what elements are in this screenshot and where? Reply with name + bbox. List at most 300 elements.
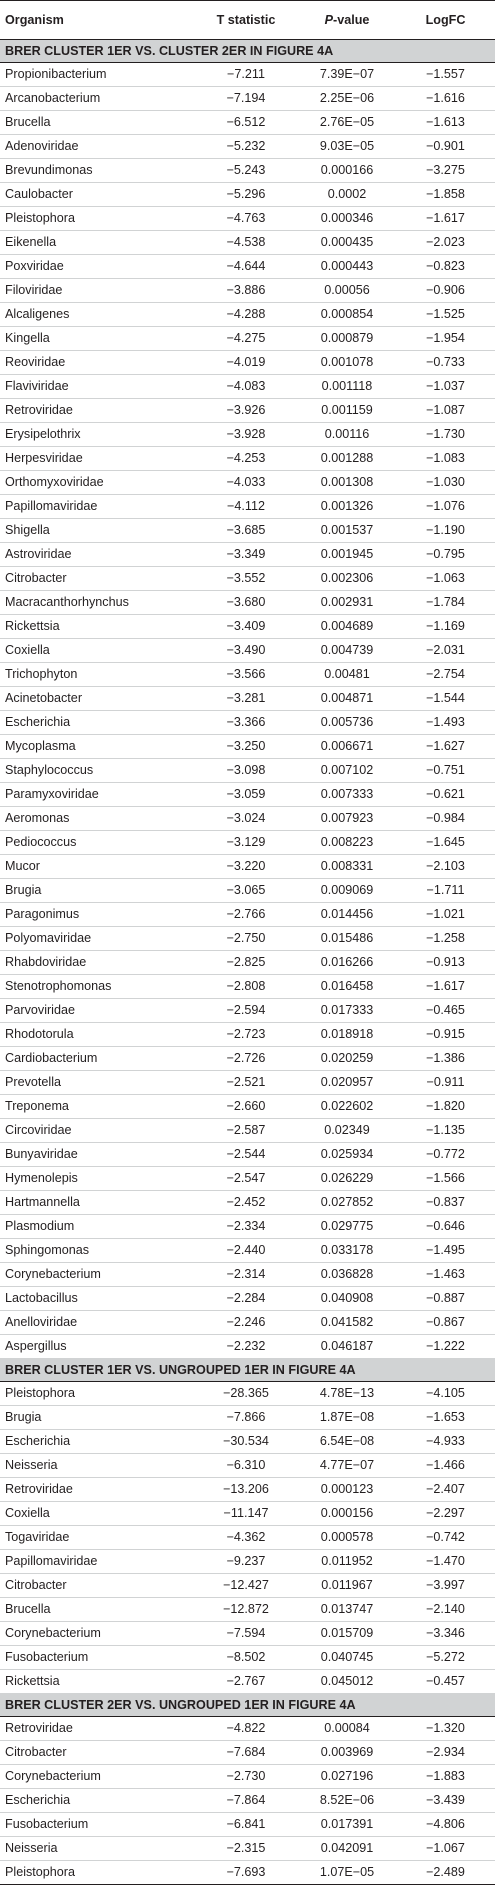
table-row (0, 1023, 495, 1047)
cell-p-value: 0.040908 (298, 1287, 396, 1311)
cell-p-value: 0.000166 (298, 159, 396, 183)
cell-logfc: −0.823 (396, 255, 495, 279)
cell-organism: Aspergillus (0, 1335, 194, 1359)
cell-t-statistic: −4.362 (194, 1526, 298, 1550)
cell-p-value: 9.03E−05 (298, 135, 396, 159)
cell-organism: Rickettsia (0, 615, 194, 639)
cell-organism: Togaviridae (0, 1526, 194, 1550)
table-row (0, 279, 495, 303)
table-row (0, 903, 495, 927)
cell-logfc: −4.105 (396, 1382, 495, 1406)
cell-organism: Caulobacter (0, 183, 194, 207)
table-row (0, 831, 495, 855)
cell-organism: Astroviridae (0, 543, 194, 567)
cell-p-value: 0.007102 (298, 759, 396, 783)
table-row (0, 567, 495, 591)
cell-p-value: 0.025934 (298, 1143, 396, 1167)
cell-t-statistic: −4.763 (194, 207, 298, 231)
cell-p-value: 0.0002 (298, 183, 396, 207)
cell-logfc: −1.083 (396, 447, 495, 471)
cell-logfc: −1.617 (396, 975, 495, 999)
cell-organism: Coxiella (0, 1502, 194, 1526)
cell-organism: Alcaligenes (0, 303, 194, 327)
table-row (0, 63, 495, 87)
cell-p-value: 0.000435 (298, 231, 396, 255)
cell-organism: Hartmannella (0, 1191, 194, 1215)
cell-t-statistic: −5.243 (194, 159, 298, 183)
cell-t-statistic: −4.253 (194, 447, 298, 471)
cell-organism: Macracanthorhynchus (0, 591, 194, 615)
cell-t-statistic: −2.284 (194, 1287, 298, 1311)
cell-p-value: 4.77E−07 (298, 1454, 396, 1478)
cell-t-statistic: −2.660 (194, 1095, 298, 1119)
cell-p-value: 0.027196 (298, 1765, 396, 1789)
table-row (0, 303, 495, 327)
table-row (0, 735, 495, 759)
table-row (0, 375, 495, 399)
table-row (0, 807, 495, 831)
cell-organism: Fusobacterium (0, 1813, 194, 1837)
cell-logfc: −1.954 (396, 327, 495, 351)
cell-t-statistic: −2.547 (194, 1167, 298, 1191)
section-title: BRER CLUSTER 1ER VS. UNGROUPED 1ER IN FIGURE 4A (0, 1359, 495, 1382)
cell-logfc: −3.997 (396, 1574, 495, 1598)
cell-t-statistic: −7.194 (194, 87, 298, 111)
cell-t-statistic: −2.750 (194, 927, 298, 951)
cell-t-statistic: −2.544 (194, 1143, 298, 1167)
cell-organism: Citrobacter (0, 1574, 194, 1598)
cell-p-value: 0.002306 (298, 567, 396, 591)
table-row (0, 543, 495, 567)
table-row (0, 327, 495, 351)
cell-p-value: 0.015709 (298, 1622, 396, 1646)
cell-organism: Citrobacter (0, 567, 194, 591)
cell-t-statistic: −2.594 (194, 999, 298, 1023)
table-row (0, 1789, 495, 1813)
table-row (0, 879, 495, 903)
cell-logfc: −1.190 (396, 519, 495, 543)
cell-t-statistic: −7.594 (194, 1622, 298, 1646)
cell-t-statistic: −2.825 (194, 951, 298, 975)
cell-p-value: 0.020957 (298, 1071, 396, 1095)
cell-organism: Acinetobacter (0, 687, 194, 711)
table-row (0, 1646, 495, 1670)
cell-p-value: 0.00116 (298, 423, 396, 447)
cell-t-statistic: −6.841 (194, 1813, 298, 1837)
cell-p-value: 0.001078 (298, 351, 396, 375)
cell-logfc: −3.275 (396, 159, 495, 183)
cell-p-value: 1.07E−05 (298, 1861, 396, 1885)
cell-p-value: 6.54E−08 (298, 1430, 396, 1454)
cell-t-statistic: −12.872 (194, 1598, 298, 1622)
cell-t-statistic: −2.587 (194, 1119, 298, 1143)
cell-p-value: 0.003969 (298, 1741, 396, 1765)
cell-t-statistic: −7.866 (194, 1406, 298, 1430)
cell-organism: Pediococcus (0, 831, 194, 855)
cell-organism: Papillomaviridae (0, 1550, 194, 1574)
cell-p-value: 0.001288 (298, 447, 396, 471)
cell-organism: Flaviviridae (0, 375, 194, 399)
table-row (0, 1167, 495, 1191)
table-row (0, 1454, 495, 1478)
cell-t-statistic: −3.349 (194, 543, 298, 567)
cell-t-statistic: −4.288 (194, 303, 298, 327)
table-row (0, 639, 495, 663)
cell-p-value: 0.016266 (298, 951, 396, 975)
cell-t-statistic: −7.211 (194, 63, 298, 87)
cell-p-value: 0.000879 (298, 327, 396, 351)
table-row (0, 351, 495, 375)
cell-t-statistic: −2.452 (194, 1191, 298, 1215)
cell-logfc: −0.795 (396, 543, 495, 567)
table-row (0, 1047, 495, 1071)
cell-p-value: 0.001326 (298, 495, 396, 519)
cell-logfc: −1.222 (396, 1335, 495, 1359)
cell-p-value: 2.76E−05 (298, 111, 396, 135)
cell-p-value: 0.00084 (298, 1717, 396, 1741)
cell-organism: Prevotella (0, 1071, 194, 1095)
cell-logfc: −3.439 (396, 1789, 495, 1813)
cell-p-value: 0.001159 (298, 399, 396, 423)
table-row (0, 111, 495, 135)
cell-logfc: −0.906 (396, 279, 495, 303)
cell-p-value: 0.000123 (298, 1478, 396, 1502)
column-header-p-value (298, 1, 396, 40)
cell-t-statistic: −2.314 (194, 1263, 298, 1287)
cell-p-value: 0.017333 (298, 999, 396, 1023)
cell-logfc: −1.525 (396, 303, 495, 327)
cell-logfc: −1.566 (396, 1167, 495, 1191)
cell-organism: Poxviridae (0, 255, 194, 279)
table-body (0, 40, 495, 1885)
table-row (0, 231, 495, 255)
cell-t-statistic: −6.310 (194, 1454, 298, 1478)
cell-organism: Paragonimus (0, 903, 194, 927)
table-row (0, 1335, 495, 1359)
cell-organism: Retroviridae (0, 1717, 194, 1741)
cell-logfc: −1.784 (396, 591, 495, 615)
table-header-row (0, 1, 495, 40)
section-title: BRER CLUSTER 1ER VS. CLUSTER 2ER IN FIGURE 4A (0, 40, 495, 63)
cell-logfc: −1.037 (396, 375, 495, 399)
cell-organism: Herpesviridae (0, 447, 194, 471)
table-row (0, 1119, 495, 1143)
cell-p-value: 1.87E−08 (298, 1406, 396, 1430)
table-row (0, 1191, 495, 1215)
cell-t-statistic: −2.767 (194, 1670, 298, 1694)
cell-p-value: 0.001308 (298, 471, 396, 495)
cell-p-value: 0.033178 (298, 1239, 396, 1263)
table-row (0, 711, 495, 735)
p-value-italic-p: P (324, 13, 333, 27)
cell-logfc: −0.465 (396, 999, 495, 1023)
cell-logfc: −1.463 (396, 1263, 495, 1287)
cell-t-statistic: −30.534 (194, 1430, 298, 1454)
table-row (0, 1382, 495, 1406)
cell-t-statistic: −3.566 (194, 663, 298, 687)
cell-logfc: −0.457 (396, 1670, 495, 1694)
cell-organism: Aeromonas (0, 807, 194, 831)
cell-organism: Shigella (0, 519, 194, 543)
cell-organism: Anelloviridae (0, 1311, 194, 1335)
cell-organism: Pleistophora (0, 1382, 194, 1406)
cell-t-statistic: −7.684 (194, 1741, 298, 1765)
cell-logfc: −4.933 (396, 1430, 495, 1454)
cell-organism: Coxiella (0, 639, 194, 663)
column-header-t-statistic: T statistic (194, 1, 298, 40)
cell-t-statistic: −2.808 (194, 975, 298, 999)
table-row (0, 87, 495, 111)
cell-organism: Retroviridae (0, 1478, 194, 1502)
cell-p-value: 0.00481 (298, 663, 396, 687)
cell-logfc: −1.076 (396, 495, 495, 519)
cell-p-value: 0.017391 (298, 1813, 396, 1837)
cell-logfc: −0.742 (396, 1526, 495, 1550)
cell-p-value: 0.029775 (298, 1215, 396, 1239)
cell-t-statistic: −4.644 (194, 255, 298, 279)
table-row (0, 447, 495, 471)
cell-p-value: 2.25E−06 (298, 87, 396, 111)
cell-organism: Mycoplasma (0, 735, 194, 759)
cell-t-statistic: −3.926 (194, 399, 298, 423)
cell-p-value: 0.022602 (298, 1095, 396, 1119)
cell-p-value: 0.005736 (298, 711, 396, 735)
table-row (0, 1813, 495, 1837)
cell-t-statistic: −4.019 (194, 351, 298, 375)
cell-t-statistic: −2.334 (194, 1215, 298, 1239)
cell-logfc: −0.772 (396, 1143, 495, 1167)
cell-logfc: −2.934 (396, 1741, 495, 1765)
cell-organism: Treponema (0, 1095, 194, 1119)
cell-t-statistic: −4.033 (194, 471, 298, 495)
cell-logfc: −0.646 (396, 1215, 495, 1239)
cell-t-statistic: −13.206 (194, 1478, 298, 1502)
cell-organism: Brevundimonas (0, 159, 194, 183)
cell-logfc: −1.021 (396, 903, 495, 927)
cell-p-value: 0.000346 (298, 207, 396, 231)
cell-organism: Erysipelothrix (0, 423, 194, 447)
cell-t-statistic: −2.723 (194, 1023, 298, 1047)
cell-logfc: −1.067 (396, 1837, 495, 1861)
table-row (0, 1215, 495, 1239)
cell-p-value: 0.000156 (298, 1502, 396, 1526)
cell-logfc: −4.806 (396, 1813, 495, 1837)
table-row (0, 135, 495, 159)
cell-organism: Rhabdoviridae (0, 951, 194, 975)
cell-p-value: 0.004739 (298, 639, 396, 663)
table-row (0, 207, 495, 231)
cell-logfc: −1.613 (396, 111, 495, 135)
cell-organism: Papillomaviridae (0, 495, 194, 519)
cell-organism: Adenoviridae (0, 135, 194, 159)
cell-organism: Fusobacterium (0, 1646, 194, 1670)
cell-organism: Neisseria (0, 1454, 194, 1478)
cell-logfc: −1.386 (396, 1047, 495, 1071)
cell-logfc: −2.489 (396, 1861, 495, 1885)
cell-t-statistic: −5.232 (194, 135, 298, 159)
cell-organism: Escherichia (0, 711, 194, 735)
cell-organism: Bunyaviridae (0, 1143, 194, 1167)
cell-logfc: −1.645 (396, 831, 495, 855)
cell-p-value: 0.001945 (298, 543, 396, 567)
cell-logfc: −0.915 (396, 1023, 495, 1047)
cell-t-statistic: −3.129 (194, 831, 298, 855)
table-row (0, 1526, 495, 1550)
cell-t-statistic: −2.730 (194, 1765, 298, 1789)
cell-logfc: −1.557 (396, 63, 495, 87)
table-row (0, 399, 495, 423)
cell-t-statistic: −2.246 (194, 1311, 298, 1335)
cell-t-statistic: −3.928 (194, 423, 298, 447)
cell-p-value: 0.000854 (298, 303, 396, 327)
cell-logfc: −1.617 (396, 207, 495, 231)
cell-logfc: −1.653 (396, 1406, 495, 1430)
cell-logfc: −1.495 (396, 1239, 495, 1263)
table-row (0, 1263, 495, 1287)
cell-organism: Circoviridae (0, 1119, 194, 1143)
cell-logfc: −1.544 (396, 687, 495, 711)
cell-organism: Retroviridae (0, 399, 194, 423)
cell-logfc: −2.140 (396, 1598, 495, 1622)
cell-organism: Rickettsia (0, 1670, 194, 1694)
table-row (0, 855, 495, 879)
cell-p-value: 0.013747 (298, 1598, 396, 1622)
table-row (0, 183, 495, 207)
cell-p-value: 0.040745 (298, 1646, 396, 1670)
cell-t-statistic: −3.680 (194, 591, 298, 615)
cell-t-statistic: −3.281 (194, 687, 298, 711)
cell-p-value: 0.027852 (298, 1191, 396, 1215)
table-row (0, 519, 495, 543)
cell-t-statistic: −3.366 (194, 711, 298, 735)
cell-p-value: 0.001118 (298, 375, 396, 399)
cell-t-statistic: −8.502 (194, 1646, 298, 1670)
cell-p-value: 0.015486 (298, 927, 396, 951)
cell-t-statistic: −2.232 (194, 1335, 298, 1359)
cell-organism: Corynebacterium (0, 1765, 194, 1789)
cell-p-value: 0.045012 (298, 1670, 396, 1694)
table-row (0, 1287, 495, 1311)
cell-organism: Pleistophora (0, 1861, 194, 1885)
cell-p-value: 0.016458 (298, 975, 396, 999)
cell-p-value: 0.009069 (298, 879, 396, 903)
cell-organism: Arcanobacterium (0, 87, 194, 111)
cell-logfc: −1.466 (396, 1454, 495, 1478)
table-row (0, 687, 495, 711)
cell-t-statistic: −4.538 (194, 231, 298, 255)
cell-organism: Rhodotorula (0, 1023, 194, 1047)
cell-logfc: −0.984 (396, 807, 495, 831)
section-title: BRER CLUSTER 2ER VS. UNGROUPED 1ER IN FIGURE 4A (0, 1694, 495, 1717)
section-header-row (0, 1694, 495, 1717)
table-row (0, 975, 495, 999)
cell-t-statistic: −3.886 (194, 279, 298, 303)
cell-organism: Corynebacterium (0, 1622, 194, 1646)
table-row (0, 1670, 495, 1694)
cell-t-statistic: −7.693 (194, 1861, 298, 1885)
cell-t-statistic: −2.521 (194, 1071, 298, 1095)
table-row (0, 1741, 495, 1765)
column-header-organism: Organism (0, 1, 194, 40)
cell-p-value: 0.042091 (298, 1837, 396, 1861)
cell-p-value: 0.036828 (298, 1263, 396, 1287)
cell-logfc: −1.616 (396, 87, 495, 111)
cell-t-statistic: −2.440 (194, 1239, 298, 1263)
table-row (0, 663, 495, 687)
cell-logfc: −1.087 (396, 399, 495, 423)
cell-logfc: −1.711 (396, 879, 495, 903)
cell-t-statistic: −3.098 (194, 759, 298, 783)
table-row (0, 1311, 495, 1335)
cell-organism: Trichophyton (0, 663, 194, 687)
cell-organism: Lactobacillus (0, 1287, 194, 1311)
cell-logfc: −1.493 (396, 711, 495, 735)
cell-t-statistic: −3.490 (194, 639, 298, 663)
cell-p-value: 7.39E−07 (298, 63, 396, 87)
cell-logfc: −3.346 (396, 1622, 495, 1646)
cell-t-statistic: −12.427 (194, 1574, 298, 1598)
cell-p-value: 0.000443 (298, 255, 396, 279)
table-row (0, 783, 495, 807)
cell-organism: Brucella (0, 1598, 194, 1622)
cell-p-value: 0.006671 (298, 735, 396, 759)
table-row (0, 1143, 495, 1167)
cell-organism: Hymenolepis (0, 1167, 194, 1191)
cell-logfc: −1.820 (396, 1095, 495, 1119)
cell-logfc: −0.887 (396, 1287, 495, 1311)
cell-logfc: −2.407 (396, 1478, 495, 1502)
table-row (0, 759, 495, 783)
cell-organism: Pleistophora (0, 207, 194, 231)
cell-t-statistic: −3.024 (194, 807, 298, 831)
cell-logfc: −0.913 (396, 951, 495, 975)
cell-logfc: −0.621 (396, 783, 495, 807)
cell-organism: Orthomyxoviridae (0, 471, 194, 495)
section-header-row (0, 1359, 495, 1382)
cell-organism: Citrobacter (0, 1741, 194, 1765)
cell-logfc: −2.023 (396, 231, 495, 255)
cell-logfc: −0.751 (396, 759, 495, 783)
cell-t-statistic: −3.552 (194, 567, 298, 591)
cell-logfc: −0.837 (396, 1191, 495, 1215)
cell-logfc: −1.135 (396, 1119, 495, 1143)
cell-organism: Neisseria (0, 1837, 194, 1861)
cell-p-value: 8.52E−06 (298, 1789, 396, 1813)
table-row (0, 471, 495, 495)
cell-p-value: 0.002931 (298, 591, 396, 615)
cell-organism: Reoviridae (0, 351, 194, 375)
p-value-suffix: -value (333, 13, 370, 27)
table-row (0, 1622, 495, 1646)
table-row (0, 1478, 495, 1502)
table-row (0, 1837, 495, 1861)
cell-t-statistic: −4.112 (194, 495, 298, 519)
cell-logfc: −1.320 (396, 1717, 495, 1741)
table-row (0, 1765, 495, 1789)
cell-organism: Paramyxoviridae (0, 783, 194, 807)
cell-p-value: 0.00056 (298, 279, 396, 303)
column-header-logfc: LogFC (396, 1, 495, 40)
table-row (0, 1717, 495, 1741)
cell-t-statistic: −4.083 (194, 375, 298, 399)
table-row (0, 423, 495, 447)
cell-logfc: −0.911 (396, 1071, 495, 1095)
cell-organism: Filoviridae (0, 279, 194, 303)
cell-logfc: −1.627 (396, 735, 495, 759)
cell-p-value: 0.004871 (298, 687, 396, 711)
cell-p-value: 0.041582 (298, 1311, 396, 1335)
cell-logfc: −1.730 (396, 423, 495, 447)
